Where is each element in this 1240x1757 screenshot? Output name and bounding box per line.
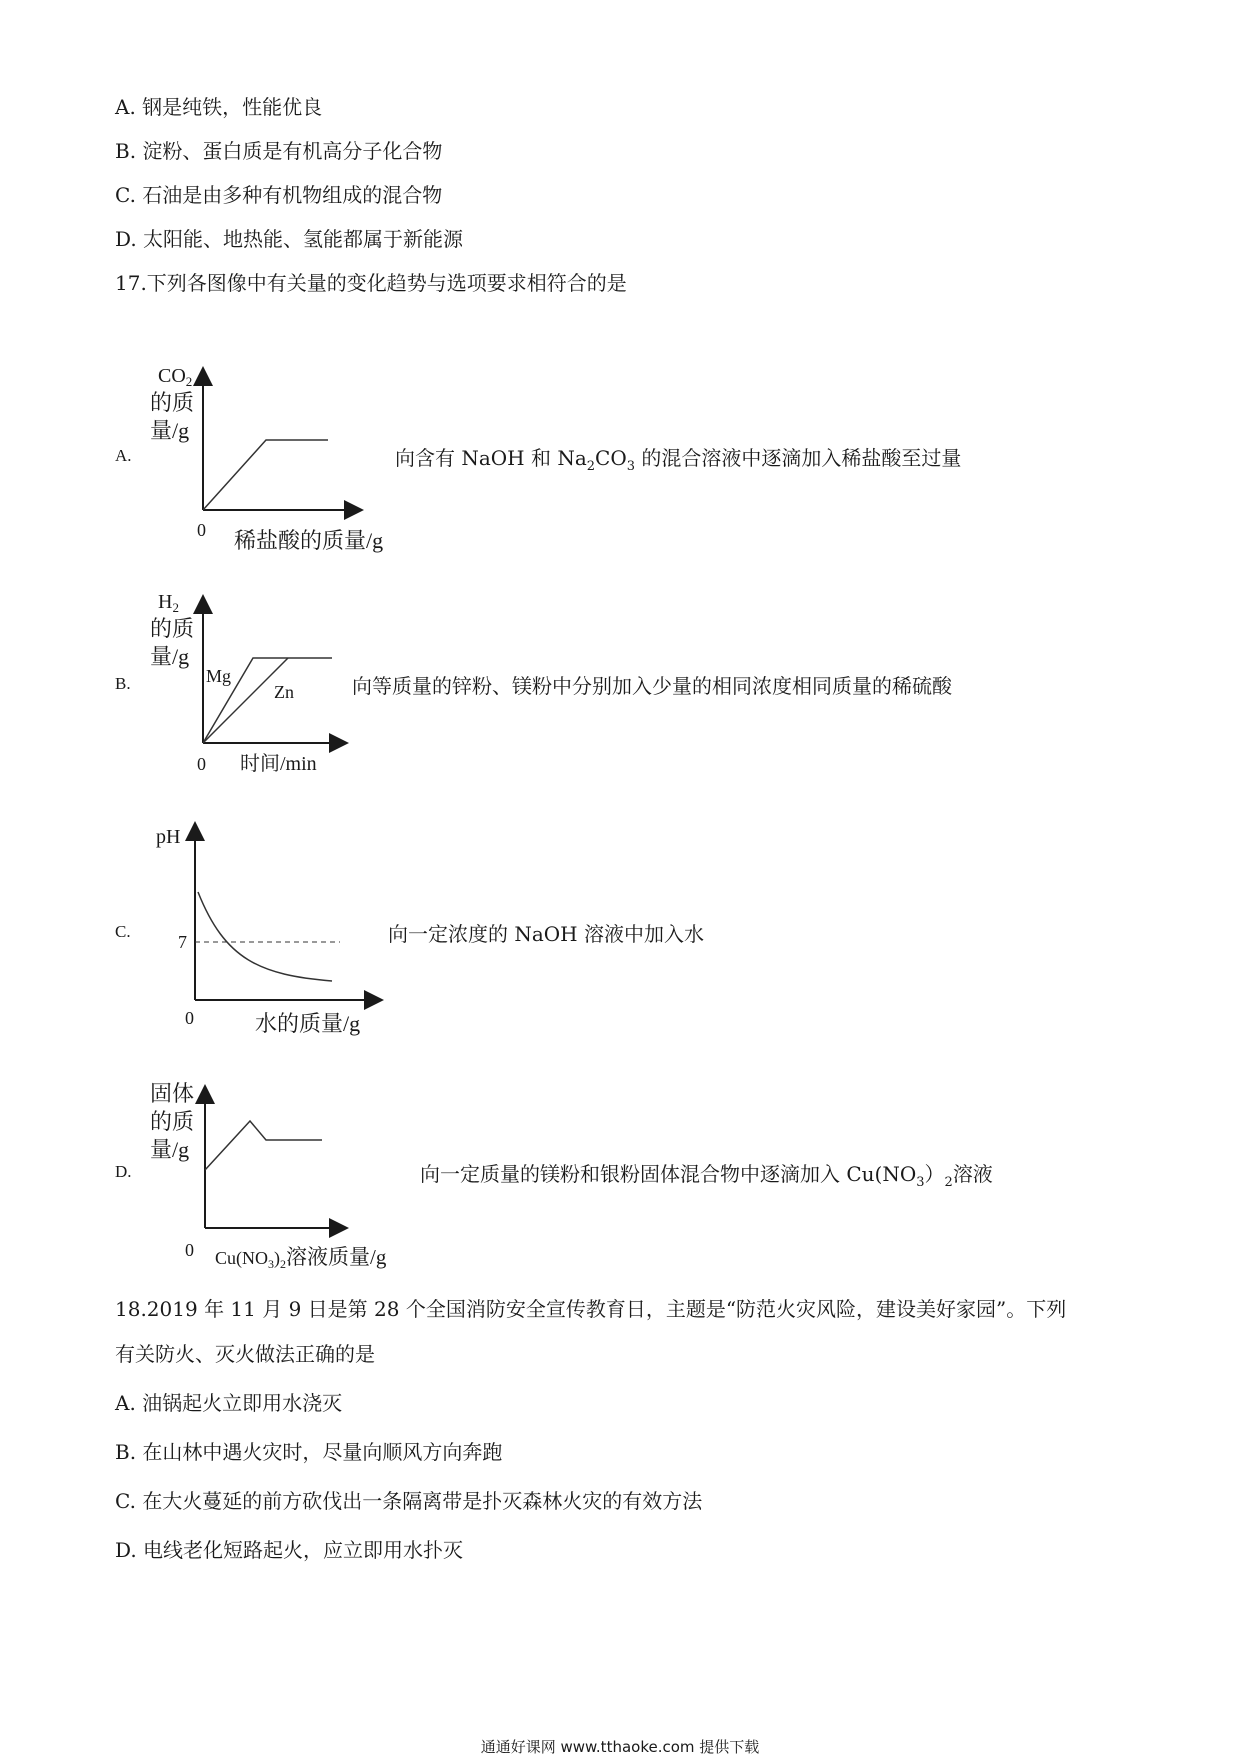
q17-c-label: C. [115,922,131,941]
q16-option-c: C. 石油是由多种有机物组成的混合物 [115,183,443,207]
q17-b-y-label-1: $H_2$ [158,591,179,615]
q18-stem-line-1: 18.2019 年 11 月 9 日是第 28 个全国消防安全宣传教育日，主题是“防范火灾风险，建设美好家园”。下列 [115,1297,1067,1321]
q17-a-desc: 向含有 NaOH 和 $Na_2CO_3$ 的混合溶液中逐滴加入稀盐酸至过量 [395,446,962,474]
q17-a-graph [140,360,400,555]
q17-a-y-label-2: 的质 [150,390,195,415]
q18-option-c: C. 在大火蔓延的前方砍伐出一条隔离带是扑灭森林火灾的有效方法 [115,1489,703,1513]
q17-d-desc: 向一定质量的镁粉和银粉固体混合物中逐滴加入 $Cu(NO_3)_2$溶液 [420,1162,993,1190]
q17-a-y-label-1: $CO_2$ [158,365,193,389]
q16-option-d: D. 太阳能、地热能、氢能都属于新能源 [115,227,464,251]
q17-c-desc: 向一定浓度的 NaOH 溶液中加入水 [388,922,704,946]
q17-c-graph [140,815,400,1045]
q17-b-origin: 0 [197,754,206,774]
q17-b-label: B. [115,674,131,693]
q17-a-curve [203,440,328,510]
page-footer: 通通好课网 www.tthaoke.com 提供下载 [480,1738,760,1756]
q17-d-x-label: $Cu(NO_3)_2$溶液质量/g [215,1245,387,1271]
q17-a-label: A. [115,446,132,465]
q17-b-x-label: 时间/min [240,753,317,775]
q17-b-desc: 向等质量的锌粉、镁粉中分别加入少量的相同浓度相同质量的稀硫酸 [352,674,952,698]
q17-c-origin: 0 [185,1008,194,1028]
q17-stem: 17.下列各图像中有关量的变化趋势与选项要求相符合的是 [115,271,627,295]
q17-b-graph [140,588,360,778]
q17-b-series-zn: Zn [274,682,294,702]
q17-a-x-label: 稀盐酸的质量/g [234,528,384,553]
q17-c-x-label: 水的质量/g [255,1011,361,1036]
q18-option-b: B. 在山林中遇火灾时，尽量向顺风方向奔跑 [115,1440,503,1464]
q17-c-ref-tick: 7 [178,932,187,952]
q17-d-origin: 0 [185,1240,194,1260]
q17-b-series-mg: Mg [206,666,232,686]
q17-d-curve [205,1121,322,1170]
q18-stem-line-2: 有关防火、灭火做法正确的是 [115,1342,375,1366]
q17-c-curve [198,892,332,981]
q17-c-y-label: pH [156,826,181,848]
q17-d-graph [140,1078,430,1278]
q17-a-origin: 0 [197,520,206,540]
q17-b-y-label-2: 的质 [150,616,195,641]
q17-a-y-label-3: 量/g [150,418,190,443]
q16-option-b: B. 淀粉、蛋白质是有机高分子化合物 [115,139,443,163]
q17-d-y-label-3: 量/g [150,1137,190,1162]
q18-option-a: A. 油锅起火立即用水浇灭 [115,1391,343,1415]
q17-b-y-label-3: 量/g [150,644,190,669]
q17-d-y-label-2: 的质 [150,1109,195,1134]
q18-option-d: D. 电线老化短路起火，应立即用水扑灭 [115,1538,464,1562]
q17-d-label: D. [115,1162,132,1181]
q16-option-a: A. 钢是纯铁，性能优良 [115,95,323,119]
q17-d-y-label-1: 固体 [150,1081,195,1106]
